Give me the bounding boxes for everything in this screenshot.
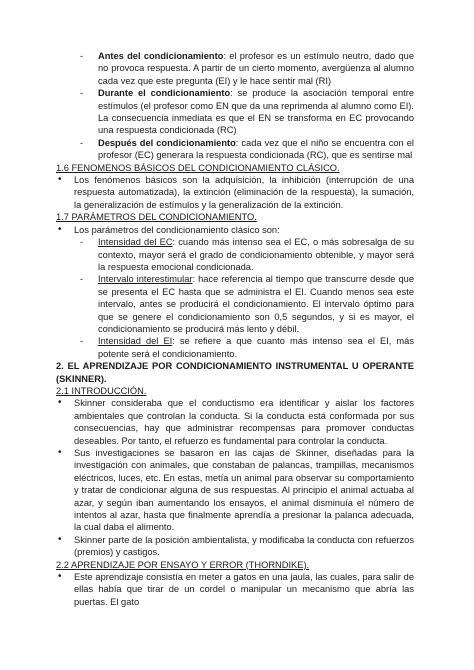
list-item bbox=[56, 335, 414, 360]
bullet-item bbox=[56, 571, 414, 608]
section-heading: 1.7 PARÁMETROS DEL CONDICIONAMIENTO. bbox=[56, 212, 257, 223]
term: Intensidad del EI bbox=[98, 336, 173, 347]
term: Intervalo interestimular bbox=[98, 274, 193, 285]
item-text: : se refiere a que cuanto más intenso sea el EI, más potente será el condicionamiento. bbox=[98, 336, 414, 359]
list-item bbox=[56, 137, 414, 162]
list-item bbox=[56, 273, 414, 335]
item-text: : cuando más intenso sea el EC, o más sobresalga de su contexto, mayor será el grado de condicionamiento obtenible, y mayor será la respuesta emocional condicionada. bbox=[98, 237, 415, 272]
item-text: : cada vez que el niño se encuentra con el profesor (EC) generara la respuesta condicionada (RC), que es sentirse mal bbox=[98, 137, 414, 161]
bullet-item bbox=[56, 397, 414, 447]
item-text: : hace referencia al tiempo que transcurre desde que se presenta el EC hasta que se administra el EI. Cuando menos sea este intervalo, antes se producirá el condicionamiento. El intervalo óptimo para que se genere el condicionamiento son 0,5 segundos, y si es mayor, el condicionamiento se producirá más lento y débil. bbox=[98, 274, 415, 334]
bullet-item bbox=[56, 447, 414, 534]
item-text: : se produce la asociación temporal entre estímulos (el profesor como EN que da una reprimenda al alumno como EI). La consecuencia inmediata es que el EN se transforma en EC provocando una respuesta condicionada (RC) bbox=[98, 88, 414, 136]
item-text: Los parámetros del condicionamiento clásico son: bbox=[74, 224, 280, 235]
item-text: Este aprendizaje consistía en meter a gatos en una jaula, las cuales, para salir de ellas había que tirar de un cordel o manipular un mecanismo que abría las puertas. El gato bbox=[74, 572, 414, 607]
bullet-item bbox=[56, 534, 414, 559]
chapter-heading: 2. EL APRENDIZAJE POR CONDICIONAMIENTO INSTRUMENTAL U OPERANTE (SKINNER). bbox=[56, 361, 414, 384]
term: Intensidad del EC bbox=[98, 237, 173, 248]
item-text: Skinner parte de la posición ambientalista, y modificaba la conducta con refuerzos (premios) y castigos. bbox=[74, 534, 414, 558]
section-heading: 1.6 FENOMENOS BÁSICOS DEL CONDICIONAMIENTO CLÁSICO. bbox=[56, 162, 340, 173]
term: Durante el condicionamiento bbox=[98, 88, 231, 99]
term: Después del condicionamiento bbox=[98, 137, 236, 148]
bullet-item bbox=[56, 224, 414, 236]
item-text: Sus investigaciones se basaron en las cajas de Skinner, diseñadas para la investigación con animales, que constaban de palancas, trampillas, mecanismos eléctricos, luces, etc. En estas, metía un animal para observar su comportamiento y tratar de condicionar alguna de sus respuestas. Al principio el animal actuaba al azar, y según iban aumentando los ensayos, el animal disminuía el número de intentos al azar, hasta que finalmente aprendía a presionar la palanca adecuada, la cual daba el alimento. bbox=[74, 448, 414, 533]
list-item bbox=[56, 236, 414, 273]
item-text: : el profesor es un estímulo neutro, dado que no provoca respuesta. A partir de un cierto momento, avergüenza al alumno cada vez que este pregunta (EI) y le hace sentir mal (RI) bbox=[98, 51, 414, 86]
list-item bbox=[56, 50, 414, 87]
list-item bbox=[56, 87, 414, 137]
section-heading: 2.2 APRENDIZAJE POR ENSAYO Y ERROR (THORNDIKE). bbox=[56, 559, 310, 570]
section-heading: 2.1 INTRODUCCIÓN. bbox=[56, 385, 147, 396]
item-text: Skinner consideraba que el conductismo era identificar y aislar los factores ambientales que controlan la conducta. Si la conducta está conformada por sus consecuencias, hay que administrar recompensas para promover conductas deseables. Por tanto, el refuerzo es fundamental para controlar la conducta. bbox=[74, 398, 414, 446]
item-text: Los fenómenos básicos son la adquisición, la inhibición (interrupción de una respuesta automatizada), la extinción (eliminación de la respuesta), la sumación, la generalización de estímulos y la generalización de la extinción. bbox=[74, 175, 414, 210]
bullet-item bbox=[56, 174, 414, 211]
term: Antes del condicionamiento bbox=[98, 51, 224, 61]
